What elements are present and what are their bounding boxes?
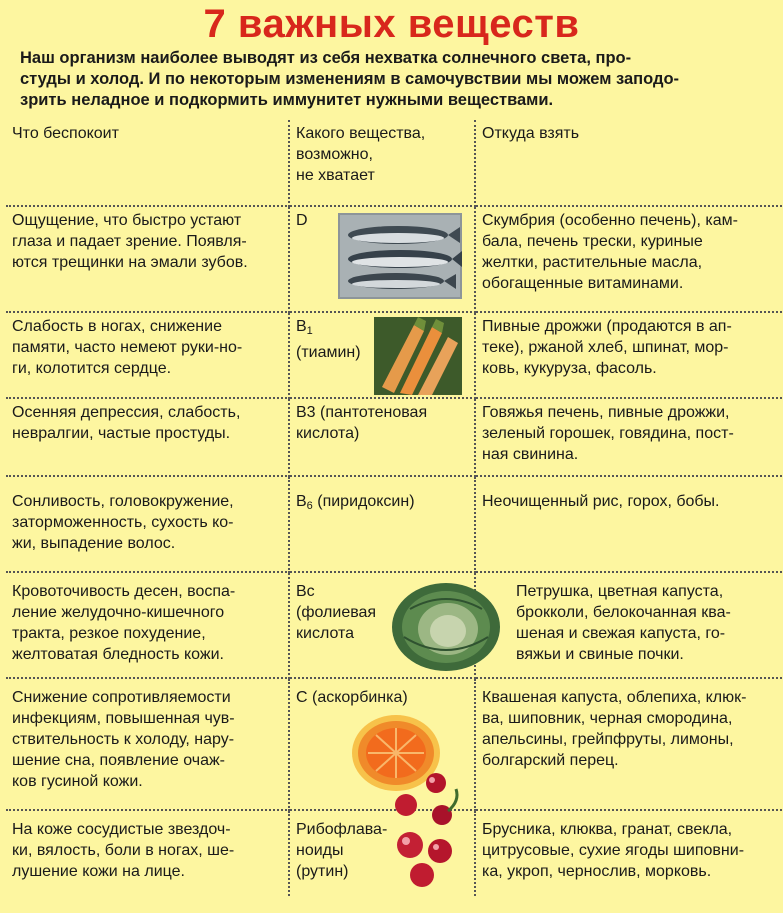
symptom-line: жи, выпадение волос.: [12, 535, 176, 552]
source-cell: [475, 312, 783, 398]
symptom-line: ги, колотится сердце.: [12, 360, 172, 377]
table-row: [6, 206, 783, 312]
source-line: Квашеная капуста, облепиха, клюк-: [482, 689, 747, 706]
header-substance-line: не хватает: [296, 167, 375, 184]
symptom-line: Снижение сопротивляемости: [12, 689, 231, 706]
table-row: [6, 810, 783, 896]
symptom-cell: [6, 312, 289, 398]
substance-name-line: [296, 491, 468, 517]
substance-cell: [289, 476, 475, 572]
symptom-line: Ощущение, что быстро устают: [12, 212, 242, 229]
symptom-line: Сонливость, головокружение,: [12, 493, 234, 510]
symptom-cell: [6, 678, 289, 810]
symptom-line: желтоватая бледность кожи.: [12, 646, 224, 663]
substance-name-line: [296, 402, 468, 423]
source-cell: [475, 206, 783, 312]
symptom-cell: [6, 810, 289, 896]
substance-letter: B: [296, 493, 307, 510]
source-line: ва, шиповник, черная смородина,: [482, 710, 733, 727]
substance-name: Bc: [296, 583, 315, 600]
substance-subscript: 6: [306, 500, 313, 512]
symptom-cell: [6, 398, 289, 476]
substance-name: B3: [296, 404, 316, 421]
substance-name: D: [296, 212, 308, 229]
header-symptom-label: Что беспокоит: [12, 125, 119, 142]
symptom-line: ются трещинки на эмали зубов.: [12, 254, 248, 271]
header-substance: [289, 120, 475, 206]
table-row: [6, 572, 783, 678]
symptom-line: ков гусиной кожи.: [12, 773, 143, 790]
table-row: [6, 398, 783, 476]
symptom-line: ление желудочно-кишечного: [12, 604, 225, 621]
table-header-row: [6, 120, 783, 206]
substance-name: ноиды: [296, 842, 344, 859]
symptom-line: Осенняя депрессия, слабость,: [12, 404, 241, 421]
substance-cell: [289, 206, 475, 312]
source-line: болгарский перец.: [482, 752, 619, 769]
symptom-line: На коже сосудистые звездоч-: [12, 821, 231, 838]
source-line: обогащенные витаминами.: [482, 275, 684, 292]
source-line: ная свинина.: [482, 446, 579, 463]
symptom-cell: [6, 572, 289, 678]
substance-description: (пантотеновая: [320, 404, 428, 421]
symptom-line: ки, вялость, боли в ногах, ше-: [12, 842, 235, 859]
intro-line: зрить неладное и подкормить иммунитет нужными веществами.: [20, 91, 554, 109]
source-line: вяжьи и свиные почки.: [516, 646, 684, 663]
source-line: Пивные дрожжи (продаются в ап-: [482, 318, 732, 335]
symptom-line: шение сна, появление очаж-: [12, 752, 225, 769]
source-line: теке), ржаной хлеб, шпинат, мор-: [482, 339, 729, 356]
source-line: ка, укроп, чернослив, морковь.: [482, 863, 712, 880]
substance-name: Рибофлава-: [296, 821, 388, 838]
symptom-line: Слабость в ногах, снижение: [12, 318, 222, 335]
symptom-line: заторможенность, сухость ко-: [12, 514, 234, 531]
page-title: 7 важных веществ: [203, 2, 580, 46]
symptom-line: инфекциям, повышенная чув-: [12, 710, 235, 727]
intro-paragraph: [20, 48, 775, 111]
symptom-line: лушение кожи на лице.: [12, 863, 185, 880]
header-substance-line: возможно,: [296, 146, 373, 163]
substance-subscript: 1: [306, 325, 313, 337]
source-line: Скумбрия (особенно печень), кам-: [482, 212, 738, 229]
symptom-line: Кровоточивость десен, воспа-: [12, 583, 236, 600]
header-substance-line: Какого вещества,: [296, 125, 426, 142]
symptom-line: тракта, резкое похудение,: [12, 625, 206, 642]
source-line: ковь, кукуруза, фасоль.: [482, 360, 657, 377]
table-row: [6, 312, 783, 398]
source-line: Брусника, клюква, гранат, свекла,: [482, 821, 733, 838]
source-line: цитрусовые, сухие ягоды шиповни-: [482, 842, 745, 859]
symptom-cell: [6, 206, 289, 312]
source-cell: [475, 678, 783, 810]
header-source: [475, 120, 783, 206]
substance-letter: B: [296, 318, 307, 335]
substance-cell: [289, 810, 475, 896]
substance-description: (пиридоксин): [317, 493, 415, 510]
substance-description: кислота: [296, 625, 355, 642]
source-line: Петрушка, цветная капуста,: [516, 583, 724, 600]
source-line: Неочищенный рис, горох, бобы.: [482, 493, 720, 510]
source-cell: [475, 810, 783, 896]
substance-description: (тиамин): [296, 344, 361, 361]
substance-description: кислота): [296, 425, 360, 442]
vitamins-table: [6, 120, 783, 896]
substance-cell: [289, 572, 475, 678]
symptom-line: ствительность к холоду, нару-: [12, 731, 235, 748]
substance-description: (рутин): [296, 863, 349, 880]
symptom-line: глаза и падает зрение. Появля-: [12, 233, 247, 250]
intro-line: студы и холод. И по некоторым изменениям в самочувствии мы можем заподо-: [20, 70, 680, 88]
substance-name: С (аскорбинка): [296, 689, 408, 706]
symptom-line: невралгии, частые простуды.: [12, 425, 231, 442]
source-cell: [475, 572, 783, 678]
symptom-cell: [6, 476, 289, 572]
source-line: апельсины, грейпфруты, лимоны,: [482, 731, 734, 748]
header-symptom: [6, 120, 289, 206]
source-line: бала, печень трески, куриные: [482, 233, 703, 250]
header-source-label: Откуда взять: [482, 125, 580, 142]
source-line: шеная и свежая капуста, го-: [516, 625, 726, 642]
symptom-line: памяти, часто немеют руки-но-: [12, 339, 243, 356]
source-line: желтки, растительные масла,: [482, 254, 703, 271]
source-cell: [475, 398, 783, 476]
table-row: [6, 476, 783, 572]
substance-description: (фолиевая: [296, 604, 377, 621]
source-cell: [475, 476, 783, 572]
substance-cell: [289, 398, 475, 476]
substance-name: [296, 316, 468, 342]
substance-cell: [289, 312, 475, 398]
intro-line: Наш организм наиболее выводят из себя нехватка солнечного света, про-: [20, 49, 632, 67]
source-line: брокколи, белокочанная ква-: [516, 604, 731, 621]
source-line: Говяжья печень, пивные дрожжи,: [482, 404, 730, 421]
source-line: зеленый горошек, говядина, пост-: [482, 425, 734, 442]
